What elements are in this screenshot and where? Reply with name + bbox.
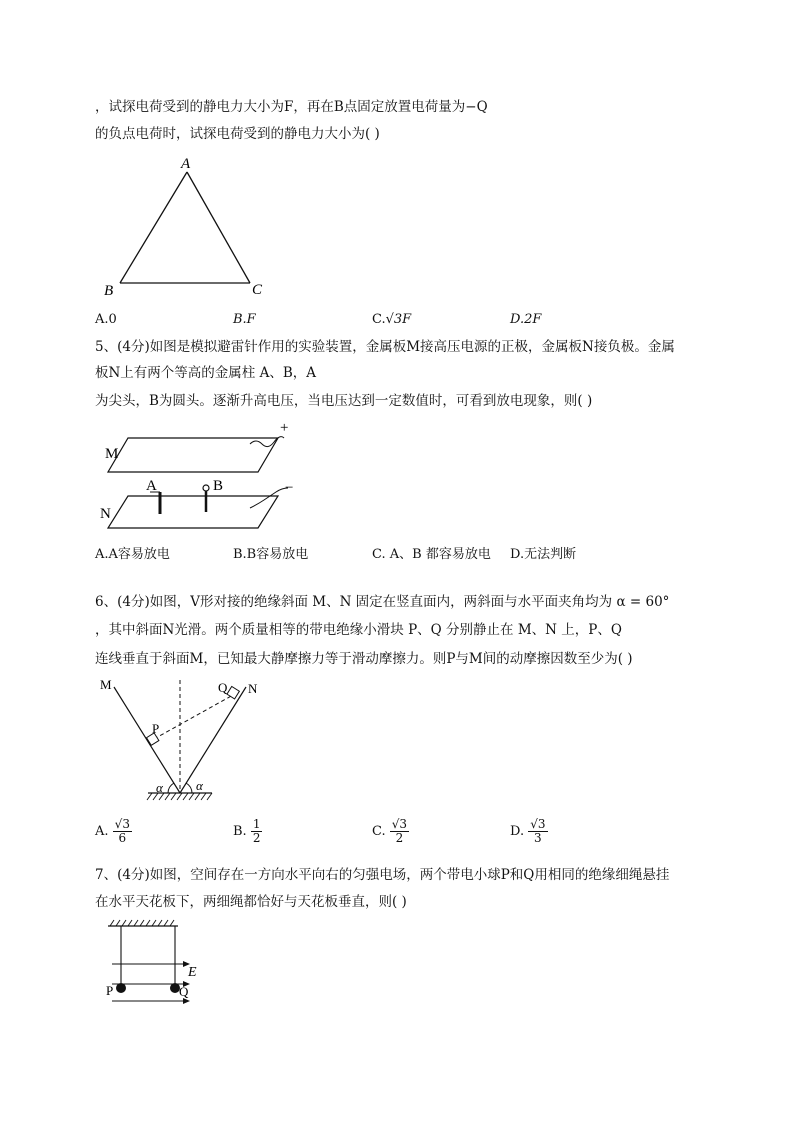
q6-option-c-prefix: C. [372, 824, 386, 839]
q6-option-b-prefix: B. [233, 824, 247, 839]
q4-option-c-body: √3F [385, 312, 412, 327]
q5-plus-sign: + [280, 420, 289, 436]
q4-text-line-1: ，试探电荷受到的静电力大小为F，再在B点固定放置电荷量为−Q [95, 99, 488, 115]
q6-option-b-numerator: 1 [252, 817, 261, 831]
q6-text-line-3: 连线垂直于斜面M，已知最大静摩擦力等于滑动摩擦力。则P与M间的动摩擦因数至少为( ) [95, 651, 633, 667]
q6-incline-n-label: N [248, 681, 258, 696]
q4-option-b[interactable]: B.F [233, 312, 256, 327]
q7-field-e-label: E [188, 965, 197, 980]
q6-option-c[interactable] [372, 818, 409, 845]
q6-v-incline-figure [100, 675, 275, 810]
q4-vertex-b-label: B [104, 283, 114, 299]
q4-option-c-prefix: C. [372, 312, 386, 327]
q6-option-a-denominator: 6 [118, 831, 127, 845]
q5-text-line-2: 板N上有两个等高的金属柱 A、B，A [95, 365, 317, 381]
q6-incline-m-label: M [100, 677, 112, 692]
q5-column-b-label: B [213, 478, 224, 494]
q5-option-b[interactable]: B.B容易放电 [233, 547, 309, 562]
q6-option-d[interactable] [510, 818, 548, 845]
q7-electric-field-figure [100, 918, 210, 1013]
q6-option-c-denominator: 2 [395, 831, 404, 845]
q5-option-c[interactable]: C. A、B 都容易放电 [372, 547, 491, 562]
q7-text-line-1: 7、(4分)如图，空间存在一方向水平向右的匀强电场，两个带电小球P和Q用相同的绝缘细绳悬挂 [95, 867, 670, 883]
q4-vertex-c-label: C [252, 282, 263, 298]
q6-option-d-denominator: 3 [534, 831, 542, 845]
q5-minus-sign: − [285, 480, 294, 496]
q5-option-a[interactable]: A.A容易放电 [95, 547, 170, 562]
q6-text-line-2: ，其中斜面N光滑。两个质量相等的带电绝缘小滑块 P、Q 分别静止在 M、N 上，P、Q [95, 622, 622, 638]
q6-option-c-fraction [390, 818, 409, 845]
q6-option-c-numerator: √3 [391, 817, 408, 831]
q6-option-b[interactable] [233, 818, 262, 845]
q5-text-line-1: 5、(4分)如图是模拟避雷针作用的实验装置，金属板M接高压电源的正极，金属板N接负极。金属 [95, 339, 675, 355]
q5-plate-n-label: N [100, 506, 111, 522]
q6-option-a[interactable] [95, 818, 132, 845]
q6-option-a-fraction [113, 818, 132, 845]
q6-option-b-fraction [251, 818, 263, 845]
q4-option-c[interactable] [372, 312, 411, 327]
q6-block-q-label: Q [218, 680, 228, 695]
q4-option-a[interactable]: A.0 [95, 312, 117, 327]
q4-text-line-2: 的负点电荷时，试探电荷受到的静电力大小为( ) [95, 126, 380, 142]
q5-plate-m-label: M [105, 446, 119, 462]
q6-option-d-prefix: D. [510, 824, 525, 839]
q7-ball-q-label: Q [179, 984, 189, 999]
q6-angle-left-label: α [156, 780, 163, 795]
q6-option-a-prefix: A. [95, 824, 109, 839]
q6-text-line-1: 6、(4分)如图，V形对接的绝缘斜面 M、N 固定在竖直面内，两斜面与水平面夹角均为 α = 60° [95, 594, 670, 610]
q6-option-d-numerator: √3 [530, 817, 546, 831]
q4-vertex-a-label: A [181, 156, 191, 172]
q4-triangle-figure [100, 150, 270, 300]
q6-block-p-label: P [152, 721, 160, 736]
q6-option-d-fraction [528, 818, 547, 845]
q5-text-line-3: 为尖头，B为圆头。逐渐升高电压，当电压达到一定数值时，可看到放电现象，则( ) [95, 393, 593, 409]
q7-text-line-2: 在水平天花板下，两细绳都恰好与天花板垂直，则( ) [95, 894, 407, 910]
q4-option-d[interactable]: D.2F [510, 312, 542, 327]
q6-option-a-numerator: √3 [114, 817, 130, 831]
q7-ball-p-label: P [106, 983, 114, 998]
q5-column-a-label: A [146, 478, 157, 494]
q5-option-d[interactable]: D.无法判断 [510, 547, 577, 562]
q6-option-b-denominator: 2 [252, 831, 261, 845]
q5-lightning-rod-figure [100, 418, 310, 538]
q6-angle-right-label: α [196, 778, 203, 793]
